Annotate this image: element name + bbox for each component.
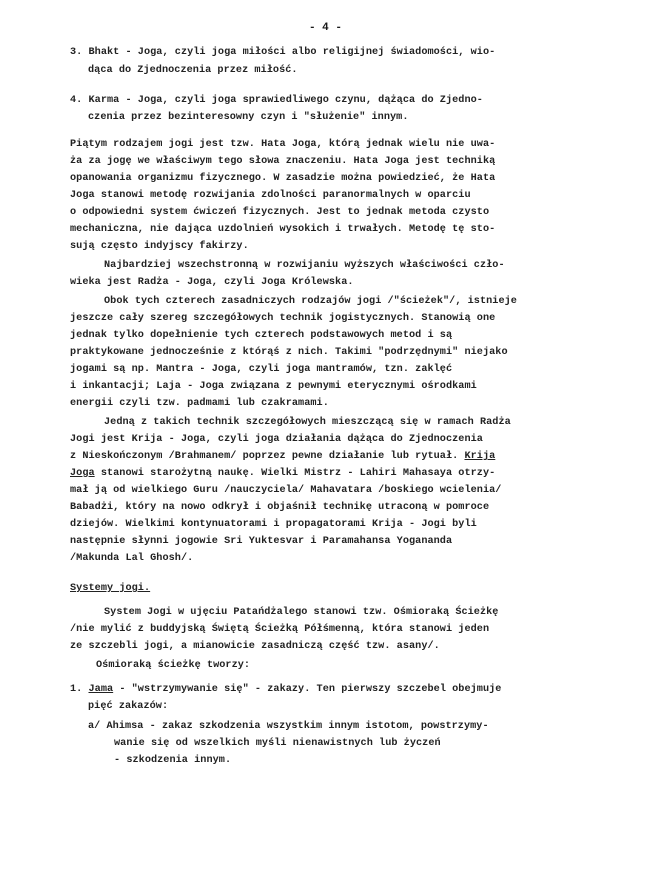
text-line: dziejów. Wielkimi kontynuatorami i propagatorami Krija - Jogi byli — [70, 519, 477, 530]
text-line: a/ Ahimsa - zakaz szkodzenia wszystkim innym istotom, powstrzymy- — [88, 721, 489, 732]
underlined-term: Joga — [70, 468, 95, 479]
text-line: 4. Karma - Joga, czyli joga sprawiedliwego czynu, dążąca do Zjedno- — [70, 95, 483, 106]
text-line: 3. Bhakt - Joga, czyli joga miłości albo religijnej świadomości, wio- — [70, 47, 496, 58]
text-line: energii czyli tzw. padmami lub czakramami. — [70, 398, 329, 409]
text-line: ża za jogę we właściwym tego słowa znaczeniu. Hata Joga jest techniką — [70, 156, 496, 167]
text-line: ze szczebli jogi, a mianowicie zasadniczą część tzw. asany/. — [70, 641, 440, 652]
text-segment: stanowi starożytną naukę. Wielki Mistrz - Lahiri Mahasaya otrzy- — [94, 468, 496, 479]
list-number: 1. — [70, 684, 89, 695]
text-line: Piątym rodzajem jogi jest tzw. Hata Joga, którą jednak wielu nie uwa- — [70, 139, 496, 150]
text-line: pięć zakazów: — [88, 701, 169, 712]
underlined-term: Jama — [88, 684, 114, 695]
text-line: następnie słynni jogowie Sri Yuktesvar i Paramahansa Yogananda — [70, 536, 453, 547]
text-line: Obok tych czterech zasadniczych rodzajów jogi /"ścieżek"/, istnieje — [104, 296, 517, 307]
text-line: wanie się od wszelkich myśli nienawistnych lub życzeń — [114, 738, 441, 749]
text-line: Ośmioraką ścieżkę tworzy: — [96, 660, 251, 671]
text-line: opanowania organizmu fizycznego. W zasadzie można powiedzieć, że Hata — [70, 173, 496, 184]
text-line: mechaniczna, nie dająca uzdolnień wysokich i trwałych. Metodę tę sto- — [70, 224, 496, 235]
text-line: jednak tylko dopełnienie tych czterech podstawowych metod i są — [70, 330, 453, 341]
text-line: /Makunda Lal Ghosh/. — [70, 553, 194, 564]
text-segment: - "wstrzymywanie się" - zakazy. Ten pierwszy szczebel obejmuje — [113, 684, 502, 695]
text-line: wieka jest Radża - Joga, czyli Joga Królewska. — [70, 277, 354, 288]
text-line — [70, 450, 495, 464]
text-line: /nie mylić z buddyjską Świętą Ścieżką Półśmenną, która stanowi jeden — [70, 624, 490, 635]
underlined-term: Krija — [464, 451, 496, 462]
text-line: i inkantacji; Laja - Joga związana z pewnymi eterycznymi ośrodkami — [70, 381, 477, 392]
text-line: jogami są np. Mantra - Joga, czyli joga mantramów, tzn. zaklęć — [70, 364, 453, 375]
text-line: jeszcze cały szereg szczegółowych technik jogistycznych. Stanowią one — [70, 313, 496, 324]
text-line: mał ją od wielkiego Guru /nauczyciela/ Mahavatara /boskiego wcielenia/ — [70, 485, 502, 496]
text-line: - szkodzenia innym. — [114, 755, 232, 766]
text-line: Babadżi, który na nowo odkrył i objaśnił technikę utraconą w pomroce — [70, 502, 490, 513]
text-line: Joga stanowi metodę rozwijania zdolności paranormalnych w oparciu — [70, 190, 471, 201]
list-item — [70, 683, 501, 697]
section-heading: Systemy jogi. — [70, 583, 151, 594]
text-line: czenia przez bezinteresowny czyn i "służenie" innym. — [88, 112, 409, 123]
text-line: sują często indyjscy fakirzy. — [70, 241, 249, 252]
text-line: o odpowiedni system ćwiczeń fizycznych. Jest to jednak metoda czysto — [70, 207, 490, 218]
page-number: - 4 - — [308, 22, 342, 34]
text-line: Jogi jest Krija - Joga, czyli joga działania dążąca do Zjednoczenia — [70, 434, 483, 445]
text-line: Jedną z takich technik szczegółowych mieszczącą się w ramach Radża — [104, 417, 511, 428]
text-segment: z Nieskończonym /Brahmanem/ poprzez pewne działanie lub rytuał. — [70, 451, 465, 462]
text-line: praktykowane jednocześnie z którąś z nich. Takimi "podrzędnymi" niejako — [70, 347, 508, 358]
text-line — [70, 467, 495, 481]
text-line: dąca do Zjednoczenia przez miłość. — [88, 65, 298, 76]
text-line: Najbardziej wszechstronną w rozwijaniu wyższych właściwości czło- — [104, 260, 505, 271]
text-line: System Jogi w ujęciu Patańdżalego stanowi tzw. Ośmioraką Ścieżkę — [104, 607, 499, 618]
